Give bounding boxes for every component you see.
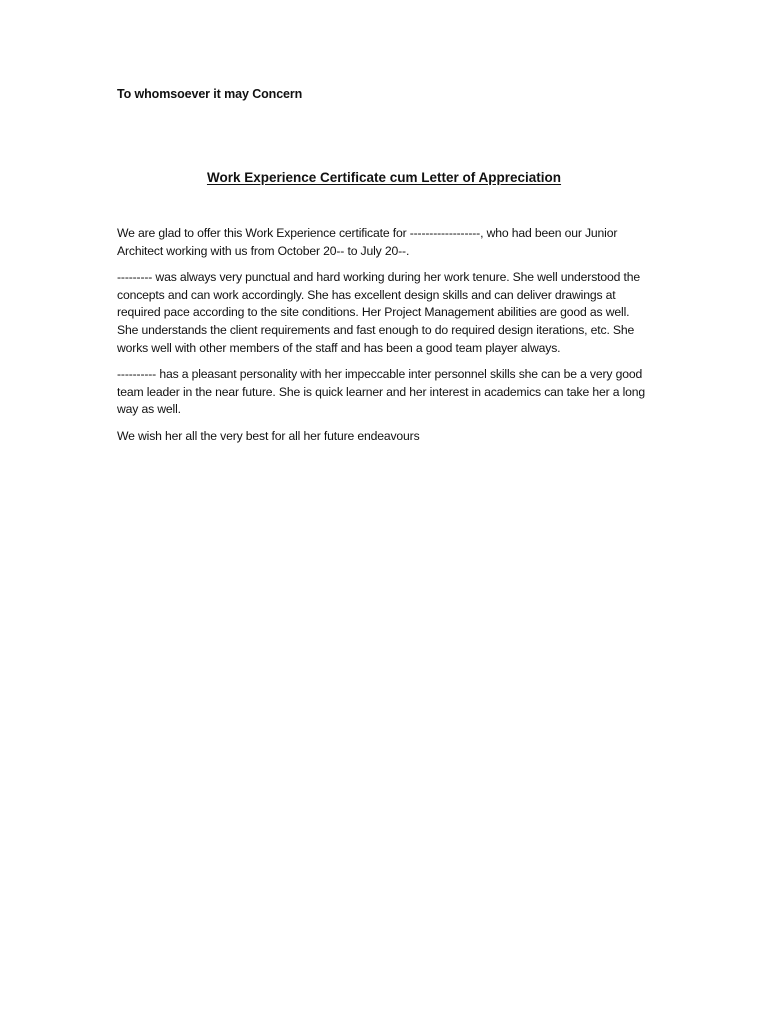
document-title: Work Experience Certificate cum Letter of Appreciation — [206, 170, 562, 185]
document-title-line — [0, 170, 768, 185]
paragraph-work-qualities: --------- was always very punctual and hard working during her work tenure. She well understood the concepts and can work accordingly. She has excellent design skills and can deliver drawings at required pace according to the site conditions. Her Project Management abilities are good as well. She understands the client requirements and fast enough to do required design iterations, etc. She works well with other members of the staff and has been a good team player always. — [117, 270, 640, 355]
paragraph-closing-wishes: We wish her all the very best for all her future endeavours — [117, 428, 420, 443]
letter-body — [117, 225, 652, 455]
salutation: To whomsoever it may Concern — [117, 87, 303, 101]
paragraph-personality: ---------- has a pleasant personality with her impeccable inter personnel skills she can be a very good team leader in the near future. She is quick learner and her interest in academics can take her a long way as well. — [117, 367, 646, 417]
paragraph-introduction: We are glad to offer this Work Experience certificate for ------------------, who had been our Junior Architect working with us from October 20-- to July 20--. — [117, 226, 618, 258]
